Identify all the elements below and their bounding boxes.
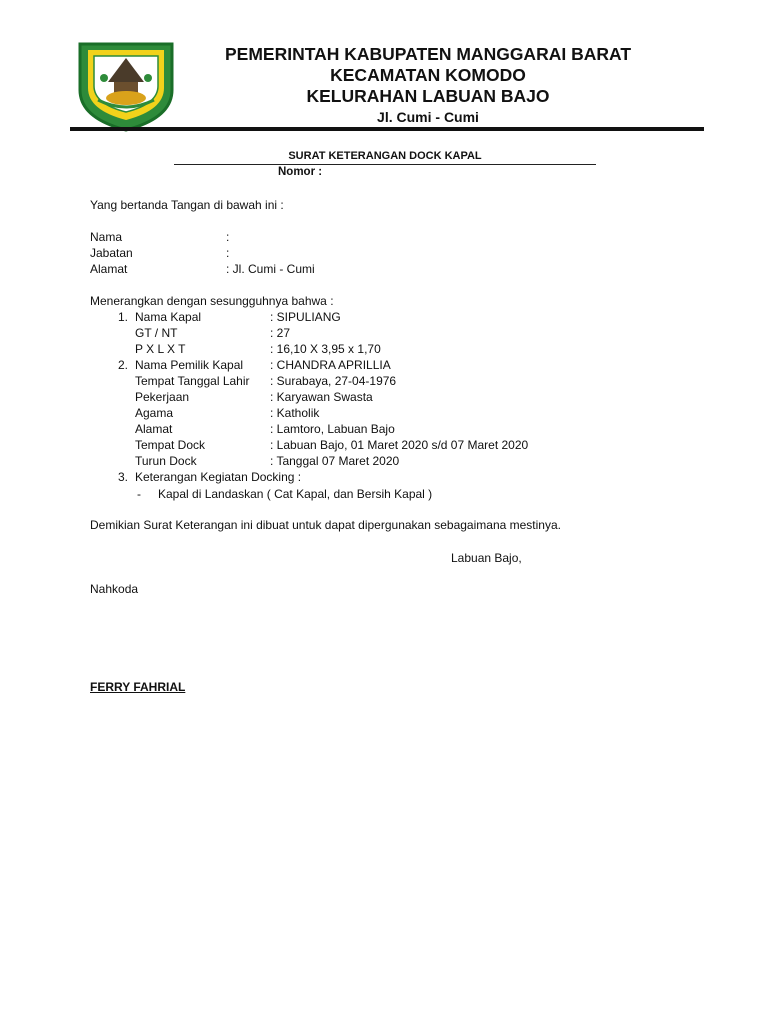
government-name: PEMERINTAH KABUPATEN MANGGARAI BARAT <box>224 44 632 64</box>
letterhead-divider <box>70 127 704 131</box>
signer-address-value: : Jl. Cumi - Cumi <box>226 262 315 276</box>
ship-name-value: : SIPULIANG <box>270 310 341 324</box>
birth-place-date-label: Tempat Tanggal Lahir <box>135 374 250 388</box>
dimensions-label: P X L X T <box>135 342 186 356</box>
owner-address-value: : Lamtoro, Labuan Bajo <box>270 422 395 436</box>
signer-address-label: Alamat <box>90 262 128 276</box>
religion-value: : Katholik <box>270 406 320 420</box>
undock-label: Turun Dock <box>135 454 197 468</box>
owner-name-label: Nama Pemilik Kapal <box>135 358 244 372</box>
document-number-label: Nomor : <box>278 166 323 178</box>
gt-nt-label: GT / NT <box>135 326 178 340</box>
signatory-name: FERRY FAHRIAL <box>90 680 186 694</box>
dimensions-value: : 16,10 X 3,95 x 1,70 <box>270 342 381 356</box>
letterhead-text <box>200 44 656 127</box>
closing-text: Demikian Surat Keterangan ini dibuat untuk dapat dipergunakan sebagaimana mestinya. <box>90 518 561 532</box>
dock-place-value: : Labuan Bajo, 01 Maret 2020 s/d 07 Maret 2020 <box>270 438 529 452</box>
docking-activity-label: Keterangan Kegiatan Docking : <box>135 470 302 484</box>
signer-position-label: Jabatan <box>90 246 133 260</box>
signer-name-label: Nama <box>90 230 123 244</box>
signer-name-value: : <box>226 230 230 244</box>
regency-emblem-logo <box>74 38 178 132</box>
item-number-3: 3. <box>118 470 129 484</box>
signatory-role: Nahkoda <box>90 582 139 596</box>
place-date: Labuan Bajo, <box>451 551 522 565</box>
owner-address-label: Alamat <box>135 422 173 436</box>
owner-name-value: : CHANDRA APRILLIA <box>270 358 391 372</box>
signer-position-value: : <box>226 246 230 260</box>
ship-name-label: Nama Kapal <box>135 310 202 324</box>
gt-nt-value: : 27 <box>270 326 291 340</box>
occupation-label: Pekerjaan <box>135 390 190 404</box>
item-number-1: 1. <box>118 310 129 324</box>
statement-text: Menerangkan dengan sesungguhnya bahwa : <box>90 294 334 308</box>
activity-dash: - <box>137 487 141 501</box>
item-number-2: 2. <box>118 358 129 372</box>
birth-place-date-value: : Surabaya, 27-04-1976 <box>270 374 397 388</box>
title-underline <box>174 164 596 165</box>
office-address: Jl. Cumi - Cumi <box>377 109 479 125</box>
occupation-value: : Karyawan Swasta <box>270 390 373 404</box>
document-title: SURAT KETERANGAN DOCK KAPAL <box>288 150 482 162</box>
village-name: KELURAHAN LABUAN BAJO <box>306 86 550 106</box>
undock-value: : Tanggal 07 Maret 2020 <box>270 454 400 468</box>
religion-label: Agama <box>135 406 174 420</box>
docking-activity-value: Kapal di Landaskan ( Cat Kapal, dan Bersih Kapal ) <box>158 487 433 501</box>
intro-text: Yang bertanda Tangan di bawah ini : <box>90 198 284 212</box>
district-name: KECAMATAN KOMODO <box>330 65 526 85</box>
dock-place-label: Tempat Dock <box>135 438 206 452</box>
